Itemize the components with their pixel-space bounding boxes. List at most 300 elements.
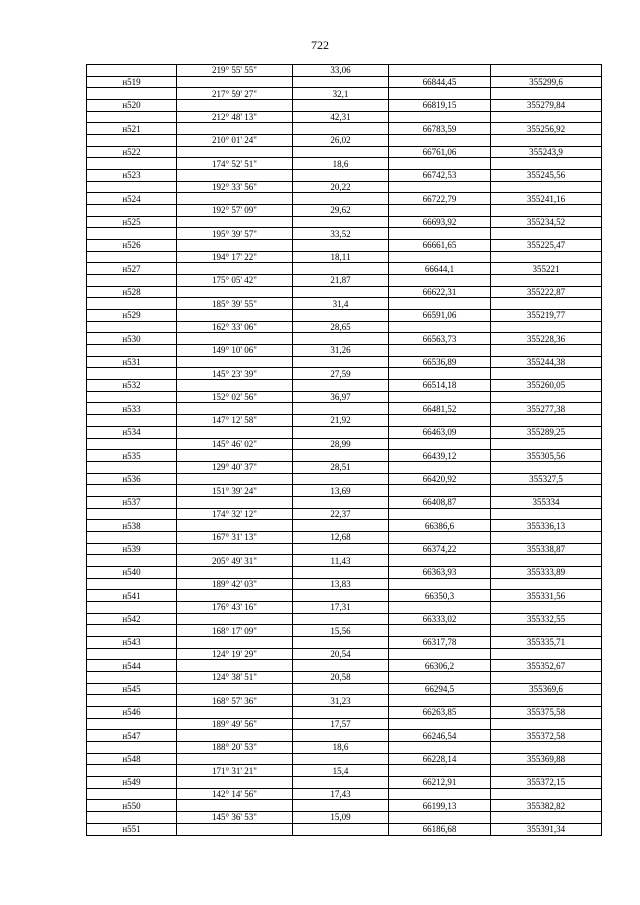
table-row [87, 450, 602, 462]
point-name-cell: н538 [87, 520, 177, 532]
bearing-cell: 205° 49' 31" [177, 555, 293, 567]
x-coordinate-cell: 66246,54 [389, 730, 491, 742]
point-name-cell [87, 531, 177, 543]
table-row [87, 578, 602, 590]
point-name-cell [87, 765, 177, 777]
point-name-cell [87, 812, 177, 824]
x-coordinate-cell [389, 415, 491, 427]
distance-cell [293, 473, 389, 485]
distance-cell [293, 683, 389, 695]
y-coordinate-cell [491, 158, 602, 170]
bearing-cell [177, 613, 293, 625]
bearing-cell: 129° 40' 37" [177, 461, 293, 473]
point-name-cell [87, 508, 177, 520]
table-row [87, 111, 602, 123]
distance-cell: 31,26 [293, 345, 389, 357]
distance-cell: 31,4 [293, 298, 389, 310]
bearing-cell: 189° 42' 03" [177, 578, 293, 590]
bearing-cell [177, 310, 293, 322]
point-name-cell [87, 321, 177, 333]
x-coordinate-cell: 66563,73 [389, 333, 491, 345]
point-name-cell: н545 [87, 683, 177, 695]
point-name-cell: н532 [87, 380, 177, 392]
table-row [87, 263, 602, 275]
table-row [87, 613, 602, 625]
bearing-cell: 176° 43' 16" [177, 601, 293, 613]
table-row [87, 625, 602, 637]
table-row [87, 298, 602, 310]
table-row [87, 76, 602, 88]
point-name-cell: н543 [87, 636, 177, 648]
table-row [87, 310, 602, 322]
distance-cell: 32,1 [293, 88, 389, 100]
bearing-cell: 174° 52' 51" [177, 158, 293, 170]
x-coordinate-cell: 66363,93 [389, 566, 491, 578]
distance-cell: 22,37 [293, 508, 389, 520]
y-coordinate-cell [491, 298, 602, 310]
y-coordinate-cell [491, 181, 602, 193]
bearing-cell [177, 776, 293, 788]
y-coordinate-cell: 355241,16 [491, 193, 602, 205]
point-name-cell [87, 181, 177, 193]
y-coordinate-cell: 355352,67 [491, 660, 602, 672]
x-coordinate-cell: 66819,15 [389, 100, 491, 112]
table-row [87, 205, 602, 217]
table-row [87, 146, 602, 158]
y-coordinate-cell [491, 391, 602, 403]
distance-cell [293, 706, 389, 718]
y-coordinate-cell [491, 368, 602, 380]
point-name-cell [87, 438, 177, 450]
bearing-cell: 145° 46' 02" [177, 438, 293, 450]
bearing-cell [177, 333, 293, 345]
bearing-cell [177, 216, 293, 228]
table-row [87, 776, 602, 788]
point-name-cell: н542 [87, 613, 177, 625]
y-coordinate-cell [491, 438, 602, 450]
x-coordinate-cell: 66306,2 [389, 660, 491, 672]
x-coordinate-cell: 66622,31 [389, 286, 491, 298]
y-coordinate-cell: 355336,13 [491, 520, 602, 532]
x-coordinate-cell: 66693,92 [389, 216, 491, 228]
x-coordinate-cell: 66844,45 [389, 76, 491, 88]
distance-cell: 17,31 [293, 601, 389, 613]
point-name-cell [87, 788, 177, 800]
bearing-cell [177, 426, 293, 438]
bearing-cell: 219° 55' 55" [177, 65, 293, 77]
distance-cell: 13,83 [293, 578, 389, 590]
table-row [87, 368, 602, 380]
x-coordinate-cell [389, 181, 491, 193]
point-name-cell: н548 [87, 753, 177, 765]
x-coordinate-cell [389, 508, 491, 520]
table-row [87, 391, 602, 403]
x-coordinate-cell [389, 461, 491, 473]
x-coordinate-cell: 66263,85 [389, 706, 491, 718]
x-coordinate-cell [389, 812, 491, 824]
table-row [87, 741, 602, 753]
point-name-cell: н524 [87, 193, 177, 205]
table-row [87, 415, 602, 427]
x-coordinate-cell [389, 251, 491, 263]
distance-cell: 20,58 [293, 671, 389, 683]
bearing-cell: 188° 20' 53" [177, 741, 293, 753]
x-coordinate-cell: 66481,52 [389, 403, 491, 415]
table-row [87, 181, 602, 193]
x-coordinate-cell: 66186,68 [389, 823, 491, 835]
x-coordinate-cell: 66333,02 [389, 613, 491, 625]
y-coordinate-cell [491, 415, 602, 427]
bearing-cell: 168° 57' 36" [177, 695, 293, 707]
bearing-cell [177, 146, 293, 158]
y-coordinate-cell [491, 205, 602, 217]
bearing-cell: 174° 32' 12" [177, 508, 293, 520]
x-coordinate-cell: 66420,92 [389, 473, 491, 485]
x-coordinate-cell: 66408,87 [389, 496, 491, 508]
y-coordinate-cell: 355279,84 [491, 100, 602, 112]
table-row [87, 823, 602, 835]
y-coordinate-cell: 355372,58 [491, 730, 602, 742]
y-coordinate-cell: 355369,6 [491, 683, 602, 695]
y-coordinate-cell [491, 461, 602, 473]
y-coordinate-cell: 355222,87 [491, 286, 602, 298]
table-row [87, 438, 602, 450]
table-row [87, 123, 602, 135]
bearing-cell: 124° 38' 51" [177, 671, 293, 683]
x-coordinate-cell [389, 601, 491, 613]
x-coordinate-cell: 66761,06 [389, 146, 491, 158]
distance-cell [293, 310, 389, 322]
distance-cell: 31,23 [293, 695, 389, 707]
table-row [87, 706, 602, 718]
y-coordinate-cell: 355221 [491, 263, 602, 275]
bearing-cell [177, 800, 293, 812]
table-row [87, 753, 602, 765]
table-row [87, 590, 602, 602]
x-coordinate-cell: 66591,06 [389, 310, 491, 322]
y-coordinate-cell: 355228,36 [491, 333, 602, 345]
distance-cell [293, 100, 389, 112]
point-name-cell [87, 578, 177, 590]
distance-cell [293, 496, 389, 508]
y-coordinate-cell: 355219,77 [491, 310, 602, 322]
distance-cell [293, 590, 389, 602]
point-name-cell [87, 695, 177, 707]
distance-cell: 20,54 [293, 648, 389, 660]
distance-cell [293, 240, 389, 252]
distance-cell: 28,51 [293, 461, 389, 473]
y-coordinate-cell: 355369,88 [491, 753, 602, 765]
bearing-cell [177, 753, 293, 765]
distance-cell [293, 403, 389, 415]
table-row [87, 660, 602, 672]
y-coordinate-cell: 355382,82 [491, 800, 602, 812]
distance-cell: 33,06 [293, 65, 389, 77]
bearing-cell [177, 496, 293, 508]
distance-cell: 11,43 [293, 555, 389, 567]
point-name-cell [87, 65, 177, 77]
distance-cell [293, 800, 389, 812]
bearing-cell [177, 520, 293, 532]
point-name-cell [87, 368, 177, 380]
point-name-cell: н539 [87, 543, 177, 555]
point-name-cell [87, 718, 177, 730]
y-coordinate-cell: 355243,9 [491, 146, 602, 158]
y-coordinate-cell: 355372,15 [491, 776, 602, 788]
x-coordinate-cell [389, 135, 491, 147]
distance-cell [293, 193, 389, 205]
distance-cell [293, 426, 389, 438]
y-coordinate-cell: 355225,47 [491, 240, 602, 252]
distance-cell: 20,22 [293, 181, 389, 193]
point-name-cell [87, 741, 177, 753]
bearing-cell: 195° 39' 57" [177, 228, 293, 240]
table-row [87, 170, 602, 182]
page-number: 722 [311, 38, 329, 52]
y-coordinate-cell [491, 601, 602, 613]
table-row [87, 473, 602, 485]
table-row [87, 135, 602, 147]
y-coordinate-cell: 355338,87 [491, 543, 602, 555]
point-name-cell [87, 275, 177, 287]
y-coordinate-cell [491, 321, 602, 333]
y-coordinate-cell: 355256,92 [491, 123, 602, 135]
table-row [87, 520, 602, 532]
x-coordinate-cell [389, 718, 491, 730]
distance-cell [293, 776, 389, 788]
bearing-cell: 162° 33' 06" [177, 321, 293, 333]
table-row [87, 683, 602, 695]
x-coordinate-cell: 66228,14 [389, 753, 491, 765]
bearing-cell: 147° 12' 58" [177, 415, 293, 427]
distance-cell: 18,11 [293, 251, 389, 263]
distance-cell [293, 636, 389, 648]
table-row [87, 65, 602, 77]
point-name-cell [87, 228, 177, 240]
bearing-cell [177, 100, 293, 112]
bearing-cell: 192° 33' 56" [177, 181, 293, 193]
x-coordinate-cell [389, 88, 491, 100]
bearing-cell [177, 566, 293, 578]
y-coordinate-cell [491, 671, 602, 683]
bearing-cell: 171° 31' 21" [177, 765, 293, 777]
x-coordinate-cell: 66294,5 [389, 683, 491, 695]
distance-cell [293, 730, 389, 742]
x-coordinate-cell: 66722,79 [389, 193, 491, 205]
distance-cell [293, 450, 389, 462]
point-name-cell: н549 [87, 776, 177, 788]
bearing-cell: 145° 23' 39" [177, 368, 293, 380]
y-coordinate-cell [491, 111, 602, 123]
y-coordinate-cell [491, 812, 602, 824]
x-coordinate-cell [389, 741, 491, 753]
bearing-cell [177, 706, 293, 718]
x-coordinate-cell [389, 671, 491, 683]
table-row [87, 275, 602, 287]
coordinates-table-body [87, 65, 602, 836]
y-coordinate-cell: 355333,89 [491, 566, 602, 578]
x-coordinate-cell [389, 695, 491, 707]
point-name-cell [87, 415, 177, 427]
x-coordinate-cell [389, 625, 491, 637]
y-coordinate-cell [491, 741, 602, 753]
x-coordinate-cell: 66463,09 [389, 426, 491, 438]
point-name-cell: н520 [87, 100, 177, 112]
distance-cell [293, 146, 389, 158]
table-row [87, 461, 602, 473]
point-name-cell: н547 [87, 730, 177, 742]
point-name-cell: н528 [87, 286, 177, 298]
point-name-cell [87, 88, 177, 100]
y-coordinate-cell [491, 228, 602, 240]
x-coordinate-cell [389, 65, 491, 77]
x-coordinate-cell: 66439,12 [389, 450, 491, 462]
table-row [87, 286, 602, 298]
y-coordinate-cell [491, 345, 602, 357]
y-coordinate-cell: 355244,38 [491, 356, 602, 368]
bearing-cell: 145° 36' 53" [177, 812, 293, 824]
table-row [87, 695, 602, 707]
distance-cell [293, 76, 389, 88]
table-row [87, 601, 602, 613]
table-row [87, 356, 602, 368]
distance-cell: 15,56 [293, 625, 389, 637]
bearing-cell: 151° 39' 24" [177, 485, 293, 497]
point-name-cell: н541 [87, 590, 177, 602]
distance-cell [293, 170, 389, 182]
y-coordinate-cell: 355332,55 [491, 613, 602, 625]
bearing-cell [177, 123, 293, 135]
table-row [87, 636, 602, 648]
table-row [87, 158, 602, 170]
table-row [87, 380, 602, 392]
distance-cell [293, 286, 389, 298]
bearing-cell: 124° 19' 29" [177, 648, 293, 660]
distance-cell [293, 380, 389, 392]
x-coordinate-cell [389, 788, 491, 800]
y-coordinate-cell: 355289,25 [491, 426, 602, 438]
table-row [87, 508, 602, 520]
x-coordinate-cell: 66317,78 [389, 636, 491, 648]
table-row [87, 485, 602, 497]
bearing-cell: 212° 48' 13" [177, 111, 293, 123]
bearing-cell [177, 543, 293, 555]
bearing-cell [177, 730, 293, 742]
table-row [87, 730, 602, 742]
point-name-cell: н544 [87, 660, 177, 672]
x-coordinate-cell [389, 275, 491, 287]
bearing-cell: 142° 14' 56" [177, 788, 293, 800]
point-name-cell: н535 [87, 450, 177, 462]
y-coordinate-cell [491, 788, 602, 800]
y-coordinate-cell [491, 765, 602, 777]
bearing-cell: 192° 57' 09" [177, 205, 293, 217]
x-coordinate-cell: 66386,6 [389, 520, 491, 532]
bearing-cell: 167° 31' 13" [177, 531, 293, 543]
point-name-cell: н536 [87, 473, 177, 485]
y-coordinate-cell: 355391,34 [491, 823, 602, 835]
point-name-cell: н533 [87, 403, 177, 415]
y-coordinate-cell [491, 695, 602, 707]
distance-cell: 42,31 [293, 111, 389, 123]
x-coordinate-cell: 66644,1 [389, 263, 491, 275]
distance-cell: 27,59 [293, 368, 389, 380]
y-coordinate-cell: 355299,6 [491, 76, 602, 88]
y-coordinate-cell: 355335,71 [491, 636, 602, 648]
x-coordinate-cell [389, 578, 491, 590]
point-name-cell: н530 [87, 333, 177, 345]
point-name-cell [87, 158, 177, 170]
table-row [87, 566, 602, 578]
distance-cell [293, 613, 389, 625]
x-coordinate-cell [389, 368, 491, 380]
bearing-cell: 189° 49' 56" [177, 718, 293, 730]
point-name-cell [87, 345, 177, 357]
point-name-cell [87, 205, 177, 217]
bearing-cell: 152° 02' 56" [177, 391, 293, 403]
point-name-cell [87, 461, 177, 473]
point-name-cell [87, 601, 177, 613]
distance-cell: 21,87 [293, 275, 389, 287]
distance-cell: 13,69 [293, 485, 389, 497]
bearing-cell: 210° 01' 24" [177, 135, 293, 147]
point-name-cell [87, 555, 177, 567]
x-coordinate-cell: 66514,18 [389, 380, 491, 392]
distance-cell: 33,52 [293, 228, 389, 240]
x-coordinate-cell: 66661,65 [389, 240, 491, 252]
distance-cell: 15,4 [293, 765, 389, 777]
x-coordinate-cell: 66536,89 [389, 356, 491, 368]
distance-cell [293, 823, 389, 835]
point-name-cell: н551 [87, 823, 177, 835]
y-coordinate-cell: 355234,52 [491, 216, 602, 228]
point-name-cell [87, 391, 177, 403]
y-coordinate-cell [491, 251, 602, 263]
x-coordinate-cell [389, 555, 491, 567]
y-coordinate-cell [491, 508, 602, 520]
point-name-cell [87, 625, 177, 637]
distance-cell [293, 520, 389, 532]
x-coordinate-cell [389, 438, 491, 450]
distance-cell [293, 753, 389, 765]
x-coordinate-cell [389, 531, 491, 543]
x-coordinate-cell: 66212,91 [389, 776, 491, 788]
bearing-cell [177, 356, 293, 368]
table-row [87, 321, 602, 333]
bearing-cell: 149° 10' 06" [177, 345, 293, 357]
table-row [87, 718, 602, 730]
table-row [87, 648, 602, 660]
table-row [87, 788, 602, 800]
table-row [87, 240, 602, 252]
distance-cell: 28,65 [293, 321, 389, 333]
point-name-cell [87, 135, 177, 147]
y-coordinate-cell [491, 485, 602, 497]
distance-cell: 21,92 [293, 415, 389, 427]
distance-cell [293, 216, 389, 228]
bearing-cell: 185° 39' 55" [177, 298, 293, 310]
distance-cell: 12,68 [293, 531, 389, 543]
x-coordinate-cell [389, 228, 491, 240]
point-name-cell: н526 [87, 240, 177, 252]
bearing-cell [177, 76, 293, 88]
y-coordinate-cell [491, 275, 602, 287]
x-coordinate-cell: 66783,59 [389, 123, 491, 135]
y-coordinate-cell: 355305,56 [491, 450, 602, 462]
bearing-cell [177, 403, 293, 415]
point-name-cell [87, 298, 177, 310]
bearing-cell [177, 263, 293, 275]
